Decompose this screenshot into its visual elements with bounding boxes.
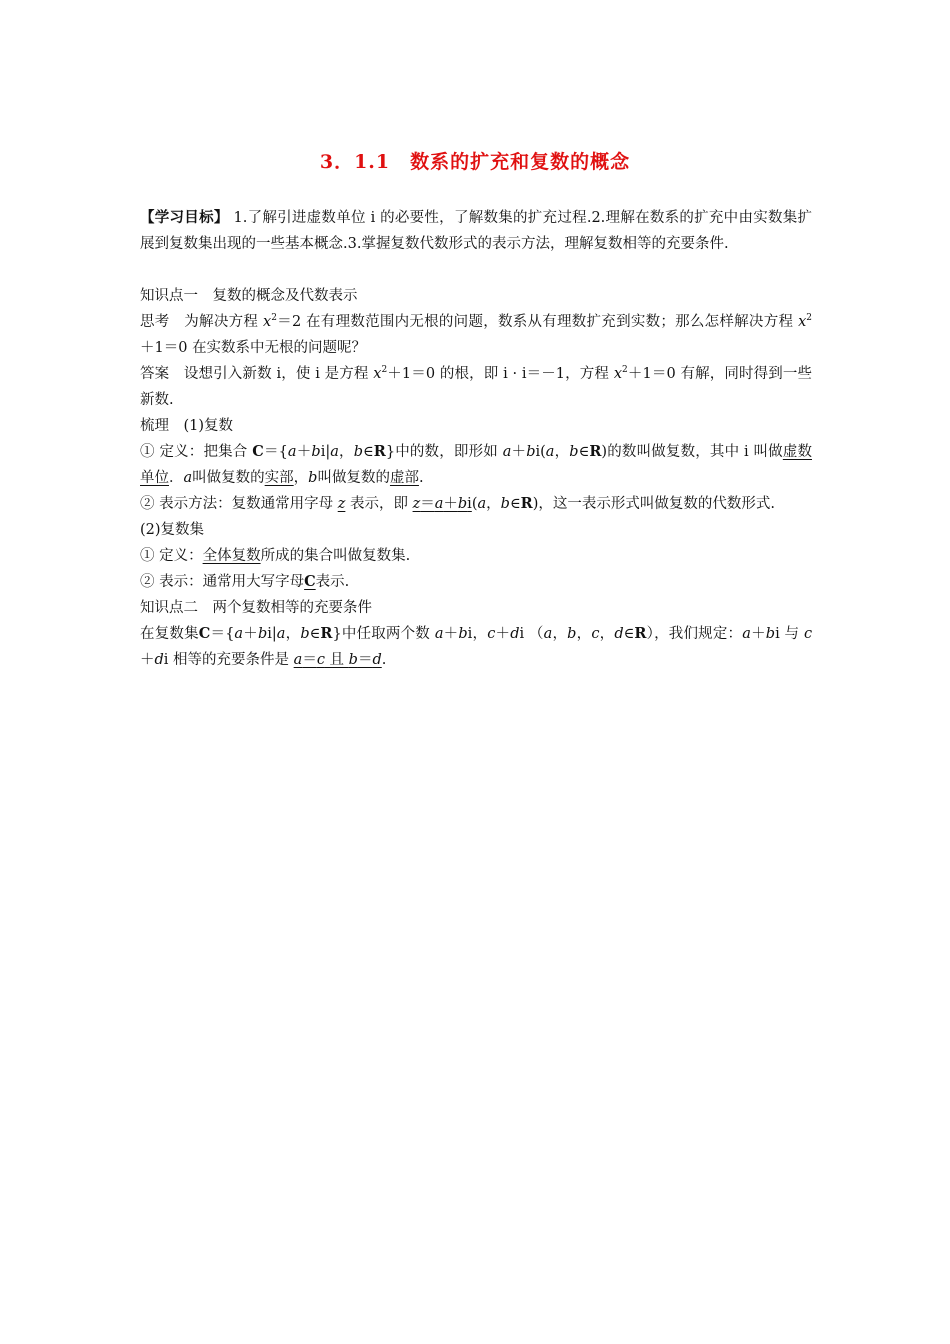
real-part-term: 实部 bbox=[264, 470, 294, 486]
equality-condition: a＝c 且 b＝d bbox=[293, 652, 382, 668]
representation-paragraph: ② 表示方法：复数通常用字母 z 表示，即 z＝a＋bi(a，b∈R)，这一表示形式叫做复数的代数形式. bbox=[140, 495, 776, 512]
learning-objectives bbox=[140, 205, 812, 257]
definition-text-d: 叫做复数的 bbox=[192, 470, 265, 486]
set-representation-text-b: 表示. bbox=[315, 574, 350, 590]
equality-text-a: 在复数集 bbox=[140, 626, 199, 642]
representation-text-c: ，这一表示形式叫做复数的代数形式. bbox=[538, 496, 776, 512]
answer-paragraph: 答案 设想引入新数 i，使 i 是方程 $x^2+1=0$ 的根，即 i · i＝－1，方程 $x^2+1=0$ 有解，同时得到一些新数. bbox=[140, 365, 813, 408]
answer-text-c: 有解，同时得到一些新数. bbox=[140, 366, 813, 408]
objectives-label: 【学习目标】 bbox=[140, 209, 229, 226]
kp2-heading: 知识点二 两个复数相等的充要条件 bbox=[140, 600, 372, 616]
set-representation-text-a: ② 表示：通常用大写字母 bbox=[140, 574, 305, 590]
objectives-text: 1.了解引进虚数单位 i 的必要性，了解数集的扩充过程.2.理解在数系的扩充中由实数集扩展到复数集出现的一些基本概念.3.掌握复数代数形式的表示方法，理解复数相等的充要条件. bbox=[140, 210, 813, 252]
set-definition-text-a: ① 定义： bbox=[140, 548, 203, 564]
answer-text-a: 设想引入新数 i，使 i 是方程 bbox=[183, 366, 369, 382]
imaginary-part-term: 虚部 bbox=[389, 470, 419, 486]
set-definition-paragraph bbox=[140, 543, 812, 569]
answer-label: 答案 bbox=[140, 366, 170, 382]
definition-text-c: 的数叫做复数，其中 i 叫做 bbox=[607, 444, 783, 460]
sub-heading-complex-set: (2)复数集 bbox=[140, 522, 205, 538]
imaginary-unit-term: 虚数单位 bbox=[140, 444, 812, 486]
think-paragraph: 思考 为解决方程 $x^2=2$ 在有理数范围内无根的问题，数系从有理数扩充到实数；那么怎样解决方程 $x^2+1=0$ 在实数系中无根的问题呢？ bbox=[140, 313, 813, 356]
sub-heading-complex: (1)复数 bbox=[183, 418, 234, 434]
set-letter-c: C bbox=[304, 573, 316, 590]
representation-text-a: ② 表示方法：复数通常用字母 bbox=[140, 496, 334, 512]
definition-text-a: ① 定义：把集合 bbox=[140, 444, 248, 460]
think-text-a: 为解决方程 bbox=[184, 314, 259, 330]
set-definition-text-b: 所成的集合叫做复数集. bbox=[260, 548, 411, 564]
equality-text-b: 中任取两个数 bbox=[341, 626, 430, 642]
document-body bbox=[140, 205, 812, 673]
summary-heading bbox=[140, 413, 812, 439]
representation-text-b: 表示，即 bbox=[349, 496, 408, 512]
answer-text-b: 的根，即 i · i＝－1，方程 bbox=[439, 366, 610, 382]
equality-paragraph: 在复数集C＝{a＋bi|a，b∈R}中任取两个数 a＋bi，c＋di （a，b，c，d∈R），我们规定：a＋bi 与 c＋di 相等的充要条件是 a＝c 且 b＝d. bbox=[140, 625, 813, 668]
definition-text-e: 叫做复数的 bbox=[317, 470, 390, 486]
kp1-heading: 知识点一 复数的概念及代数表示 bbox=[140, 288, 358, 304]
definition-text-b: 中的数，即形如 bbox=[395, 444, 498, 460]
all-complex-term: 全体复数 bbox=[202, 548, 261, 564]
summary-label: 梳理 bbox=[140, 418, 169, 434]
equality-text-c: ，我们规定： bbox=[654, 626, 743, 642]
think-label: 思考 bbox=[140, 314, 170, 330]
think-text-c: 在实数系中无根的问题呢？ bbox=[192, 340, 367, 356]
definition-paragraph: ① 定义：把集合 C＝{a＋bi|a，b∈R}中的数，即形如 a＋bi(a，b∈R)的数叫做复数，其中 i 叫做虚数单位．a叫做复数的实部，b叫做复数的虚部. bbox=[140, 443, 812, 486]
page-title: 3．1.1 数系的扩充和复数的概念 bbox=[319, 151, 631, 173]
think-text-b: 在有理数范围内无根的问题，数系从有理数扩充到实数；那么怎样解决方程 bbox=[306, 314, 794, 330]
equality-text-d: 相等的充要条件是 bbox=[173, 652, 290, 668]
set-representation-paragraph bbox=[140, 569, 812, 595]
